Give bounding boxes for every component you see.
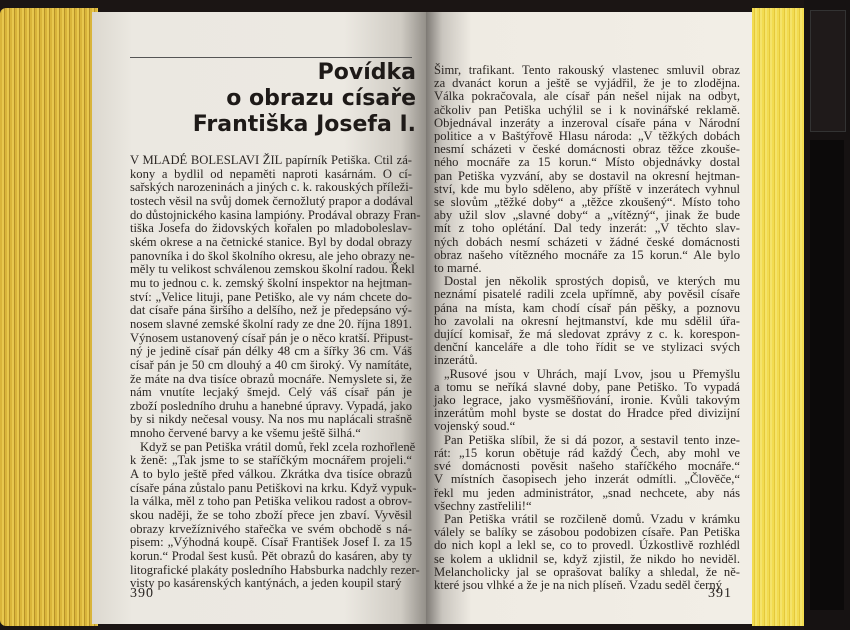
page-number-left: 390 (130, 586, 154, 601)
text-line: politice a v Baštýřově Hlasu národa: „V těžkých dobách (434, 129, 740, 144)
text-line: za dvanáct korun a ještě se vyjádřil, že je to zlodějna. (434, 76, 740, 91)
text-line: řekl mu jeden administrátor, „snad nechcete, aby nás (434, 485, 740, 500)
text-line: ství: „Velice lituji, pane Petiško, ale vy nám chcete do- (130, 289, 412, 304)
text-line: Dostal jen několik sprostých dopisů, ve kterých mu (444, 274, 740, 289)
text-line: do důstojnického kasina lampióny. Prodával obrazy Fran- (130, 207, 421, 222)
text-line: Pan Petiška vrátil se rozčileně domů. Vzadu v krámku (444, 511, 740, 526)
text-line: které jsou vlhké a že je na nich plíseň. Vzadu seděl černý (434, 577, 722, 592)
page-edges-left (0, 8, 98, 626)
text-line: k ženě: „Tak jsme to se staříčkým mocnářem projeli.“ (130, 453, 412, 468)
text-line: inzerátů. (434, 353, 478, 368)
text-line: dující komisař, že má sledovat zprávy z c. k. korespon- (434, 327, 740, 342)
text-line: aby užil slov „slavné doby“ a „vítězný“, jinak že bude (434, 208, 740, 223)
title-line: o obrazu císaře (226, 86, 416, 111)
text-line: nám vnutíte lecjaký šmejd. Celý váš císař pán je (130, 385, 412, 400)
text-line: že máte na dva tisíce obrazů mocnáře. Nemyslete si, že (130, 371, 412, 386)
text-line: denční kanceláře a dle toho řídit se ve stylizaci svých (434, 340, 740, 355)
text-line: Šimr, trafikant. Tento rakouský vlastenec smluvil obraz (434, 63, 740, 77)
text-line: Když se pan Petiška vrátil domů, řekl zcela rozhořleně (140, 439, 416, 454)
page-edges-right (752, 8, 804, 626)
text-line: neznámí pisatelé radili zcela upřímně, aby pověsil císaře (434, 287, 740, 302)
text-line: sařských narozeninách a jiných c. k. rakouských příleži- (130, 180, 413, 195)
text-line: ného mocnáře za 15 korun.“ Místo objednávky dostal (434, 155, 740, 170)
text-line: V MLADÉ BOLESLAVI ŽIL papírník Petiška. Ctil zá- (130, 153, 412, 167)
text-line: ačkoliv pan Petiška uchýlil se i k novinářské reklamě. (434, 102, 740, 117)
text-line: své domácnosti pověsit našeho staříčkého mocnáře.“ (434, 459, 740, 474)
left-page (92, 12, 428, 624)
right-page (426, 12, 752, 624)
text-line: Objednával inzeráty a inzeroval císaře pána v Národní (434, 115, 740, 130)
page-number-right: 391 (708, 586, 732, 601)
text-line: korun.“ Prodal šest kusů. Pět obrazů do kasáren, aby ty (130, 549, 412, 564)
text-line: by si nikdy nečesal vousy. Na nos mu naplácali strašně (130, 412, 412, 427)
text-line: jako legrace, jako vysměšňování, ironie. Kvůli takovým (434, 393, 740, 408)
cover-band (810, 140, 844, 610)
text-line: se slovům „těžké doby“ a „těžce zkoušený“. Místo toho (434, 195, 740, 210)
text-line: tostech věsil na svůj domek černožlutý prapor a dodával (130, 193, 414, 208)
text-line: obraz našeho vítězného mocnáře za 15 korun.“ Ale bylo (434, 247, 740, 262)
story-title (193, 60, 416, 138)
title-line: Povídka (317, 60, 416, 85)
text-line: ství, kde mu bylo sděleno, aby příště v inzerátech vyhnul (434, 181, 740, 196)
title-line: Františka Josefa I. (192, 112, 416, 137)
text-line: A to bylo ještě před válkou. Zkrátka dva tisíce obrazů (130, 467, 412, 482)
text-line: a tomu se neříká slavné doby, pane Petiško. To vypadá (434, 379, 740, 394)
text-line: skou naději, že se toho zboží přece jen zbaví. Vyvěsil (130, 508, 412, 523)
text-line: obrazy krvežíznivého stařečka ve svém obchodě s ná- (130, 521, 412, 536)
text-line: V místních časopisech jeho inzerát odmítli. „Člověče,“ (434, 472, 740, 487)
text-line: nesmí scházeti v české domácnosti obraz těžce zkouše- (434, 142, 740, 157)
text-line: ském okrese a na četnické stanice. Byl by dodal obrazy (130, 234, 412, 249)
text-line: měly tu velikost schválenou zemskou školní radou. Řekl (130, 262, 415, 277)
text-line: la válka, měl z toho pan Petiška velikou radost a obrov- (130, 494, 412, 509)
text-line: válely se balíky se zásobou podobizen císaře. Pan Petiška (434, 525, 740, 540)
text-line: ný je jedině císař pán délky 48 cm a šířky 36 cm. Váš (130, 344, 412, 359)
text-line: všechny zastřelili!“ (434, 498, 532, 513)
title-rule (130, 57, 412, 58)
cover-panel (810, 10, 846, 132)
text-line: ho zavolali na okresní hejtmanství, kde mu sdělil úřa- (434, 313, 740, 328)
text-line: Melancholicky jal se oprašovat balíky a shledal, že ně- (434, 564, 740, 579)
text-line: císař pán je 50 cm dlouhý a 40 cm široký. Vy namítáte, (130, 357, 412, 372)
text-line: pan Petiška vyzvání, aby se dostavil na okresní hejtman- (434, 168, 740, 183)
text-line: visty po kasárenských kantýnách, a jeden koupil starý (130, 576, 402, 591)
text-line: pisem: „Výhodná koupě. Císař František Josef I. za 15 (130, 535, 412, 550)
text-line: nosem slavné zemské školní rady ze dne 20. října 1891. (130, 316, 412, 331)
text-line: mu to jednou c. k. zemský školní inspektor na hejtman- (130, 275, 412, 290)
text-line: dat císaře pána širšího a delšího, než je předepsáno vý- (130, 303, 412, 318)
text-line: „Rusové jsou v Uhrách, mají Lvov, jsou u Přemyšlu (444, 366, 740, 381)
text-line: zboží posledního druhu a hanebné úpravy. Vypadá, jako (130, 398, 412, 413)
text-line: kony a bydlil od nepaměti naproti kasárnám. O cí- (130, 166, 412, 181)
right-page-body (434, 64, 740, 592)
text-line: Výnosem ustanovený císař pán je o něco kratší. Připust- (130, 330, 413, 345)
left-page-body (130, 153, 421, 591)
text-line: do nich kopl a lekl se, co to provedl. Úzkostlivě rozhlédl (434, 538, 740, 553)
text-line: litografické plakáty posledního Habsburka nadchly rezer- (130, 562, 420, 577)
text-line: to marné. (434, 261, 482, 276)
text-line: inzerátům mohl byste se dostat do Hradce před divizijní (434, 406, 740, 421)
text-line: ných dobách nesmí scházeti v žádné české domácnosti (434, 234, 740, 249)
text-line: vojenský soud.“ (434, 419, 516, 434)
text-line: pána na místa, kam chodí císař pán pěšky, a poznovu (434, 300, 740, 315)
text-line: rát: „15 korun obětuje rád každý Čech, aby mohl ve (434, 445, 740, 460)
text-line: se kolem a uklidnil se, když zjistil, že nikdo ho neviděl. (434, 551, 740, 566)
text-line: mnoho červené barvy a ke všemu ještě šilhá.“ (130, 426, 361, 441)
text-line: panovníka i do škol školního okresu, ale jeho obrazy ne- (130, 248, 415, 263)
text-line: tiška Josefa do židovských kořalen po mladoboleslav- (130, 221, 412, 236)
text-line: mít z toho oplétání. Dal tedy inzerát: „V těchto slav- (434, 221, 740, 236)
text-line: Pan Petiška slíbil, že si dá pozor, a sestavil tento inze- (444, 432, 740, 447)
text-line: Válka pokračovala, ale císař pán nešel nijak na odbyt, (434, 89, 740, 104)
book-cover-edge (804, 0, 850, 630)
text-line: císaře pána zůstalo panu Petiškovi na krku. Když vypuk- (130, 480, 417, 495)
